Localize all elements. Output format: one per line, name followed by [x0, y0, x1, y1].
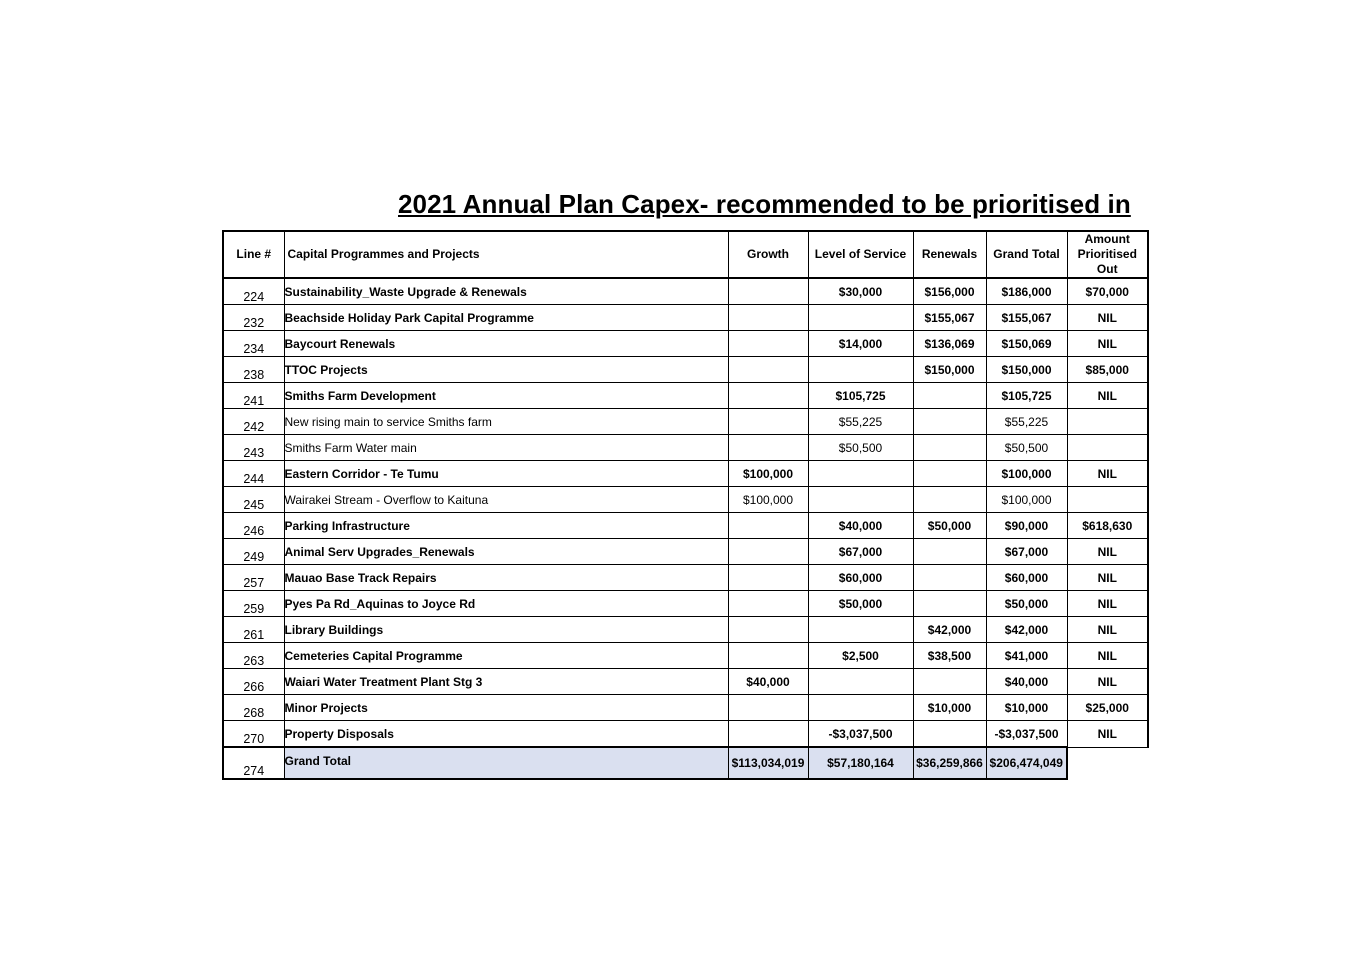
table-row: [223, 643, 1148, 669]
cell-grand-total: $90,000: [986, 513, 1067, 539]
cell-renewals: [913, 461, 986, 487]
cell-level-of-service: [808, 487, 913, 513]
cell-growth: [728, 435, 808, 461]
cell-growth: [728, 513, 808, 539]
cell-project-name: Eastern Corridor - Te Tumu: [284, 461, 728, 487]
cell-amount-prioritised-out: $70,000: [1067, 278, 1148, 305]
col-header-level-of-service: Level of Service: [808, 231, 913, 278]
table-row: [223, 565, 1148, 591]
table-row: [223, 513, 1148, 539]
cell-level-of-service: $60,000: [808, 565, 913, 591]
cell-growth: $100,000: [728, 461, 808, 487]
cell-grand-total: $50,500: [986, 435, 1067, 461]
cell-renewals: [913, 669, 986, 695]
cell-line-number: 263: [223, 643, 284, 669]
cell-line-number: 241: [223, 383, 284, 409]
cell-amount-prioritised-out: NIL: [1067, 617, 1148, 643]
cell-level-of-service: $105,725: [808, 383, 913, 409]
cell-project-name: Mauao Base Track Repairs: [284, 565, 728, 591]
cell-growth: [728, 278, 808, 305]
cell-renewals: [913, 409, 986, 435]
col-header-project: Capital Programmes and Projects: [284, 231, 728, 278]
cell-grand-total: $105,725: [986, 383, 1067, 409]
cell-level-of-service: $67,000: [808, 539, 913, 565]
cell-line-number: 245: [223, 487, 284, 513]
cell-amount-prioritised-out: $25,000: [1067, 695, 1148, 721]
cell-grand-total: $150,000: [986, 357, 1067, 383]
cell-grand-total: $186,000: [986, 278, 1067, 305]
total-level-of-service: $57,180,164: [808, 747, 913, 779]
cell-amount-prioritised-out: NIL: [1067, 331, 1148, 357]
cell-growth: [728, 539, 808, 565]
cell-grand-total: $42,000: [986, 617, 1067, 643]
cell-line-number: 244: [223, 461, 284, 487]
cell-level-of-service: $14,000: [808, 331, 913, 357]
table-row: [223, 695, 1148, 721]
cell-grand-total: $67,000: [986, 539, 1067, 565]
cell-project-name: Minor Projects: [284, 695, 728, 721]
total-empty-cell: [1067, 747, 1148, 779]
cell-grand-total: $55,225: [986, 409, 1067, 435]
cell-renewals: $38,500: [913, 643, 986, 669]
cell-growth: [728, 591, 808, 617]
cell-project-name: Smiths Farm Development: [284, 383, 728, 409]
page-title: 2021 Annual Plan Capex- recommended to be prioritised in: [398, 189, 1131, 219]
cell-renewals: [913, 539, 986, 565]
cell-line-number: 238: [223, 357, 284, 383]
cell-amount-prioritised-out: NIL: [1067, 591, 1148, 617]
cell-project-name: Pyes Pa Rd_Aquinas to Joyce Rd: [284, 591, 728, 617]
cell-line-number: 243: [223, 435, 284, 461]
cell-growth: [728, 357, 808, 383]
cell-project-name: Property Disposals: [284, 721, 728, 748]
cell-project-name: Sustainability_Waste Upgrade & Renewals: [284, 278, 728, 305]
table-row: [223, 617, 1148, 643]
cell-growth: [728, 305, 808, 331]
cell-line-number: 234: [223, 331, 284, 357]
cell-project-name: Library Buildings: [284, 617, 728, 643]
cell-growth: [728, 721, 808, 748]
total-line-number: 274: [223, 747, 284, 779]
cell-renewals: $155,067: [913, 305, 986, 331]
cell-project-name: Baycourt Renewals: [284, 331, 728, 357]
cell-renewals: [913, 591, 986, 617]
cell-renewals: $156,000: [913, 278, 986, 305]
cell-project-name: New rising main to service Smiths farm: [284, 409, 728, 435]
cell-amount-prioritised-out: $618,630: [1067, 513, 1148, 539]
cell-line-number: 261: [223, 617, 284, 643]
cell-renewals: $136,069: [913, 331, 986, 357]
cell-line-number: 259: [223, 591, 284, 617]
table-row: [223, 721, 1148, 748]
table-row: [223, 591, 1148, 617]
col-header-line: Line #: [223, 231, 284, 278]
col-header-growth: Growth: [728, 231, 808, 278]
col-header-grand-total: Grand Total: [986, 231, 1067, 278]
cell-level-of-service: $2,500: [808, 643, 913, 669]
table-row: [223, 669, 1148, 695]
table-row: [223, 331, 1148, 357]
cell-renewals: $42,000: [913, 617, 986, 643]
cell-level-of-service: [808, 617, 913, 643]
table-row: [223, 305, 1148, 331]
cell-grand-total: $155,067: [986, 305, 1067, 331]
cell-level-of-service: $30,000: [808, 278, 913, 305]
table-row: [223, 539, 1148, 565]
cell-grand-total: $100,000: [986, 487, 1067, 513]
cell-renewals: $50,000: [913, 513, 986, 539]
cell-level-of-service: $50,500: [808, 435, 913, 461]
cell-project-name: Smiths Farm Water main: [284, 435, 728, 461]
cell-amount-prioritised-out: NIL: [1067, 305, 1148, 331]
cell-project-name: Parking Infrastructure: [284, 513, 728, 539]
table-body: [223, 278, 1148, 779]
cell-amount-prioritised-out: NIL: [1067, 565, 1148, 591]
cell-grand-total: $100,000: [986, 461, 1067, 487]
cell-renewals: [913, 721, 986, 748]
cell-line-number: 270: [223, 721, 284, 748]
cell-level-of-service: $55,225: [808, 409, 913, 435]
cell-level-of-service: $50,000: [808, 591, 913, 617]
table-row: [223, 435, 1148, 461]
cell-level-of-service: [808, 305, 913, 331]
cell-level-of-service: $40,000: [808, 513, 913, 539]
cell-amount-prioritised-out: [1067, 435, 1148, 461]
cell-renewals: $10,000: [913, 695, 986, 721]
cell-line-number: 242: [223, 409, 284, 435]
cell-grand-total: -$3,037,500: [986, 721, 1067, 748]
cell-grand-total: $10,000: [986, 695, 1067, 721]
cell-renewals: [913, 435, 986, 461]
total-renewals: $36,259,866: [913, 747, 986, 779]
cell-grand-total: $60,000: [986, 565, 1067, 591]
table-row: [223, 409, 1148, 435]
cell-growth: $100,000: [728, 487, 808, 513]
cell-amount-prioritised-out: NIL: [1067, 383, 1148, 409]
cell-line-number: 246: [223, 513, 284, 539]
cell-growth: [728, 565, 808, 591]
cell-line-number: 224: [223, 278, 284, 305]
table-row: [223, 383, 1148, 409]
cell-renewals: $150,000: [913, 357, 986, 383]
header-row: [223, 231, 1148, 278]
cell-amount-prioritised-out: NIL: [1067, 721, 1148, 748]
cell-growth: [728, 643, 808, 669]
cell-project-name: Wairakei Stream - Overflow to Kaituna: [284, 487, 728, 513]
table-row: [223, 461, 1148, 487]
cell-grand-total: $41,000: [986, 643, 1067, 669]
cell-project-name: Beachside Holiday Park Capital Programme: [284, 305, 728, 331]
cell-project-name: TTOC Projects: [284, 357, 728, 383]
cell-growth: [728, 617, 808, 643]
cell-grand-total: $150,069: [986, 331, 1067, 357]
cell-line-number: 266: [223, 669, 284, 695]
cell-renewals: [913, 487, 986, 513]
cell-project-name: Cemeteries Capital Programme: [284, 643, 728, 669]
cell-amount-prioritised-out: NIL: [1067, 539, 1148, 565]
col-header-amount-prioritised-out: Amount Prioritised Out: [1067, 231, 1148, 278]
cell-amount-prioritised-out: $85,000: [1067, 357, 1148, 383]
cell-grand-total: $40,000: [986, 669, 1067, 695]
cell-line-number: 268: [223, 695, 284, 721]
cell-growth: [728, 383, 808, 409]
grand-total-row: [223, 747, 1148, 779]
col-header-renewals: Renewals: [913, 231, 986, 278]
table-row: [223, 278, 1148, 305]
cell-growth: [728, 409, 808, 435]
cell-renewals: [913, 565, 986, 591]
cell-amount-prioritised-out: NIL: [1067, 669, 1148, 695]
cell-project-name: Waiari Water Treatment Plant Stg 3: [284, 669, 728, 695]
cell-level-of-service: [808, 461, 913, 487]
cell-growth: [728, 695, 808, 721]
cell-line-number: 232: [223, 305, 284, 331]
cell-line-number: 249: [223, 539, 284, 565]
cell-project-name: Animal Serv Upgrades_Renewals: [284, 539, 728, 565]
capex-table: [222, 230, 1149, 780]
total-label: Grand Total: [284, 747, 728, 779]
cell-growth: $40,000: [728, 669, 808, 695]
cell-grand-total: $50,000: [986, 591, 1067, 617]
table-row: [223, 487, 1148, 513]
cell-level-of-service: [808, 357, 913, 383]
cell-level-of-service: -$3,037,500: [808, 721, 913, 748]
cell-amount-prioritised-out: [1067, 409, 1148, 435]
table-row: [223, 357, 1148, 383]
cell-line-number: 257: [223, 565, 284, 591]
cell-renewals: [913, 383, 986, 409]
cell-level-of-service: [808, 669, 913, 695]
cell-amount-prioritised-out: NIL: [1067, 461, 1148, 487]
cell-amount-prioritised-out: NIL: [1067, 643, 1148, 669]
cell-level-of-service: [808, 695, 913, 721]
total-grand-total: $206,474,049: [986, 747, 1067, 779]
total-growth: $113,034,019: [728, 747, 808, 779]
cell-amount-prioritised-out: [1067, 487, 1148, 513]
cell-growth: [728, 331, 808, 357]
